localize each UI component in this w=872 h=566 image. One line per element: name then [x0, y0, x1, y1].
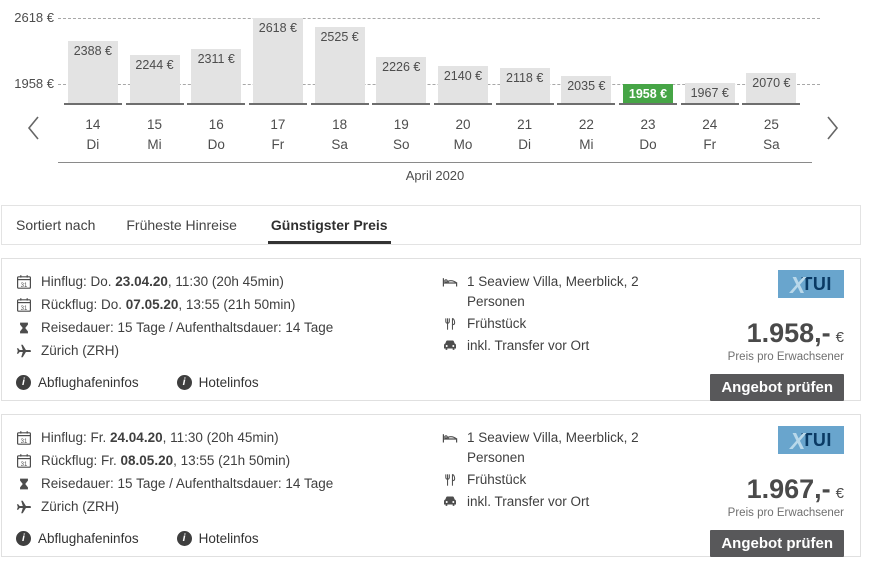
baseline-tick — [372, 103, 430, 105]
tui-logo-text: TUI — [801, 273, 832, 294]
calendar-icon — [16, 453, 32, 469]
price-bar[interactable] — [315, 27, 365, 103]
price-bar[interactable] — [68, 41, 118, 103]
bed-icon — [442, 274, 458, 290]
price-bar[interactable] — [130, 55, 180, 103]
y-axis-tick-label: 2618 € — [14, 10, 54, 25]
outbound-flight-line — [16, 270, 442, 293]
room-text: 1 Seaview Villa, Meerblick, 2 Personen — [467, 430, 639, 465]
price-bar[interactable] — [438, 66, 488, 103]
day-number: 19 — [393, 117, 409, 132]
info-icon: i — [16, 531, 31, 546]
price-bar[interactable] — [500, 68, 550, 103]
price-currency: € — [835, 329, 844, 346]
info-links-row — [16, 531, 442, 546]
baseline-tick — [311, 103, 369, 105]
weekday-label: Do — [207, 137, 225, 152]
duration-line — [16, 472, 442, 495]
month-label: April 2020 — [405, 168, 465, 183]
weekday-label: Fr — [703, 137, 717, 152]
info-links-row — [16, 375, 442, 390]
baseline-tick — [126, 103, 184, 105]
tui-logo — [778, 426, 844, 454]
price-bar-label: 2388 € — [73, 44, 112, 58]
day-number: 23 — [640, 117, 656, 132]
price-calendar-day[interactable] — [679, 0, 741, 152]
offer-price — [747, 318, 844, 349]
price-bar-label: 2226 € — [382, 60, 421, 75]
weekday-label: Do — [639, 137, 657, 152]
weekday-label: Mo — [453, 137, 473, 152]
x-axis-line — [58, 162, 812, 163]
weekday-label: Sa — [763, 137, 780, 152]
duration-text: Reisedauer: 15 Tage / Aufenthaltsdauer: 14 Tage — [41, 476, 334, 491]
return-flight-text: Rückflug: Do. 07.05.20, 13:55 (21h 50min) — [41, 297, 296, 312]
price-calendar-day[interactable] — [494, 0, 556, 152]
day-number: 20 — [455, 117, 471, 132]
price-bar[interactable] — [561, 76, 611, 103]
hotel-amenities — [442, 426, 702, 557]
hourglass-icon — [16, 476, 32, 492]
tui-logo-x: X — [790, 271, 806, 298]
info-icon: i — [177, 531, 192, 546]
price-amount: 1.958,- — [746, 318, 831, 348]
day-number: 17 — [270, 117, 286, 132]
price-bar[interactable] — [623, 84, 673, 103]
info-link-label: Abflughafeninfos — [38, 531, 139, 546]
baseline-tick — [496, 103, 554, 105]
svg-text:31: 31 — [20, 282, 28, 289]
departure-airport-info-link[interactable] — [16, 375, 139, 390]
baseline-tick — [64, 103, 122, 105]
offer-card — [1, 414, 861, 557]
car-icon — [442, 494, 458, 510]
day-number: 14 — [85, 117, 101, 132]
room-text: 1 Seaview Villa, Meerblick, 2 Personen — [467, 274, 639, 309]
price-calendar-day[interactable] — [617, 0, 679, 152]
transfer-text: inkl. Transfer vor Ort — [467, 494, 590, 509]
offer-list — [1, 258, 861, 557]
price-bar-label: 2035 € — [567, 79, 606, 94]
calendar-icon — [16, 430, 32, 446]
day-number: 25 — [763, 117, 779, 132]
tab-earliest-departure[interactable]: Früheste Hinreise — [126, 217, 237, 233]
check-offer-button[interactable]: Angebot prüfen — [710, 374, 844, 401]
weekday-label: Fr — [271, 137, 285, 152]
info-link-label: Abflughafeninfos — [38, 375, 139, 390]
baseline-tick — [249, 103, 307, 105]
price-calendar-day[interactable] — [370, 0, 432, 152]
info-icon: i — [177, 375, 192, 390]
svg-text:31: 31 — [20, 461, 28, 468]
price-calendar-day[interactable] — [309, 0, 371, 152]
departure-airport-info-link[interactable] — [16, 531, 139, 546]
price-calendar-day[interactable] — [432, 0, 494, 152]
calendar-icon — [16, 274, 32, 290]
price-calendar-day[interactable] — [741, 0, 803, 152]
hotel-amenities — [442, 270, 702, 401]
restaurant-icon — [442, 472, 458, 488]
price-currency: € — [835, 485, 844, 502]
bar-area — [494, 0, 556, 103]
calendar-icon — [16, 297, 32, 313]
tui-logo-text: TUI — [801, 429, 832, 450]
bar-area — [309, 0, 371, 103]
departure-airport-line — [16, 495, 442, 518]
info-link-label: Hotelinfos — [198, 531, 259, 546]
departure-airport-text: Zürich (ZRH) — [41, 499, 119, 514]
day-number: 18 — [332, 117, 348, 132]
restaurant-icon — [442, 316, 458, 332]
board-text: Frühstück — [467, 472, 527, 487]
bar-area — [679, 0, 741, 103]
day-number: 16 — [208, 117, 224, 132]
bar-area — [432, 0, 494, 103]
tui-logo-x: X — [790, 427, 806, 454]
price-bar[interactable] — [253, 18, 303, 103]
duration-text: Reisedauer: 15 Tage / Aufenthaltsdauer: 14 Tage — [41, 320, 334, 335]
price-bar-label: 1958 € — [628, 87, 668, 101]
weekday-label: Mi — [147, 137, 162, 152]
weekday-label: Di — [86, 137, 100, 152]
duration-line — [16, 316, 442, 339]
return-flight-line — [16, 449, 442, 472]
flight-details — [16, 270, 442, 401]
weekday-label: So — [393, 137, 410, 152]
day-number: 15 — [147, 117, 163, 132]
return-flight-line — [16, 293, 442, 316]
day-number: 21 — [517, 117, 533, 132]
price-calendar — [0, 0, 872, 195]
svg-text:31: 31 — [20, 305, 28, 312]
tab-cheapest-price[interactable]: Günstigster Preis — [268, 206, 391, 244]
board-line — [442, 314, 702, 334]
baseline-tick — [187, 103, 245, 105]
hourglass-icon — [16, 320, 32, 336]
price-bar-label: 2525 € — [320, 30, 359, 45]
weekday-label: Di — [518, 137, 532, 152]
bar-area — [556, 0, 618, 103]
price-calendar-day[interactable] — [247, 0, 309, 152]
sort-label: Sortiert nach — [16, 217, 96, 233]
bar-area — [62, 0, 124, 103]
price-bar[interactable] — [191, 49, 241, 103]
departure-airport-line — [16, 339, 442, 362]
price-column — [702, 270, 844, 401]
price-bar-label: 2311 € — [197, 51, 235, 66]
outbound-flight-line — [16, 426, 442, 449]
price-note: Preis pro Erwachsener — [727, 351, 844, 363]
weekday-label: Mi — [579, 137, 594, 152]
baseline-tick — [681, 103, 739, 105]
return-flight-text: Rückflug: Fr. 08.05.20, 13:55 (21h 50min) — [41, 453, 291, 468]
bar-area — [124, 0, 186, 103]
baseline-tick — [619, 103, 677, 105]
bar-area — [617, 0, 679, 103]
transfer-line — [442, 336, 702, 356]
bar-area — [741, 0, 803, 103]
day-number: 22 — [578, 117, 594, 132]
price-bars-row — [62, 0, 802, 152]
baseline-tick — [557, 103, 615, 105]
board-text: Frühstück — [467, 316, 527, 331]
price-calendar-day[interactable] — [62, 0, 124, 152]
plane-icon — [16, 499, 32, 515]
price-column — [702, 426, 844, 557]
outbound-flight-text: Hinflug: Do. 23.04.20, 11:30 (20h 45min) — [41, 274, 284, 289]
board-line — [442, 470, 702, 490]
hotel-info-link[interactable] — [177, 531, 259, 546]
plane-icon — [16, 343, 32, 359]
outbound-flight-text: Hinflug: Fr. 24.04.20, 11:30 (20h 45min) — [41, 430, 279, 445]
check-offer-button[interactable]: Angebot prüfen — [710, 530, 844, 557]
car-icon — [442, 338, 458, 354]
bed-icon — [442, 430, 458, 446]
bar-area — [185, 0, 247, 103]
offer-card — [1, 258, 861, 401]
svg-text:31: 31 — [20, 438, 28, 445]
chevron-right-icon[interactable] — [822, 113, 842, 146]
weekday-label: Sa — [331, 137, 348, 152]
info-link-label: Hotelinfos — [198, 375, 259, 390]
price-bar-label: 2070 € — [752, 75, 791, 90]
price-bar[interactable] — [376, 57, 426, 103]
price-bar[interactable] — [746, 73, 796, 103]
price-calendar-day[interactable] — [185, 0, 247, 152]
price-calendar-day[interactable] — [556, 0, 618, 152]
bar-area — [370, 0, 432, 103]
hotel-info-link[interactable] — [177, 375, 259, 390]
day-number: 24 — [702, 117, 718, 132]
price-bar-label: 2140 € — [443, 68, 483, 83]
price-note: Preis pro Erwachsener — [727, 507, 844, 519]
price-calendar-day[interactable] — [124, 0, 186, 152]
room-line — [442, 272, 702, 312]
price-bar-label: 2118 € — [506, 71, 544, 85]
flight-details — [16, 426, 442, 557]
transfer-line — [442, 492, 702, 512]
info-icon: i — [16, 375, 31, 390]
sort-tabbar — [1, 205, 861, 245]
tui-logo — [778, 270, 844, 298]
price-bar-label: 2618 € — [258, 21, 298, 35]
transfer-text: inkl. Transfer vor Ort — [467, 338, 590, 353]
price-bar-label: 1967 € — [690, 86, 729, 101]
bar-area — [247, 0, 309, 103]
baseline-tick — [742, 103, 800, 105]
baseline-tick — [434, 103, 492, 105]
chevron-left-icon[interactable] — [24, 113, 44, 146]
price-bar[interactable] — [685, 83, 735, 103]
y-axis-tick-label: 1958 € — [14, 76, 54, 91]
price-amount: 1.967,- — [746, 474, 831, 504]
departure-airport-text: Zürich (ZRH) — [41, 343, 119, 358]
room-line — [442, 428, 702, 468]
price-bar-label: 2244 € — [135, 58, 174, 73]
offer-price — [747, 474, 844, 505]
